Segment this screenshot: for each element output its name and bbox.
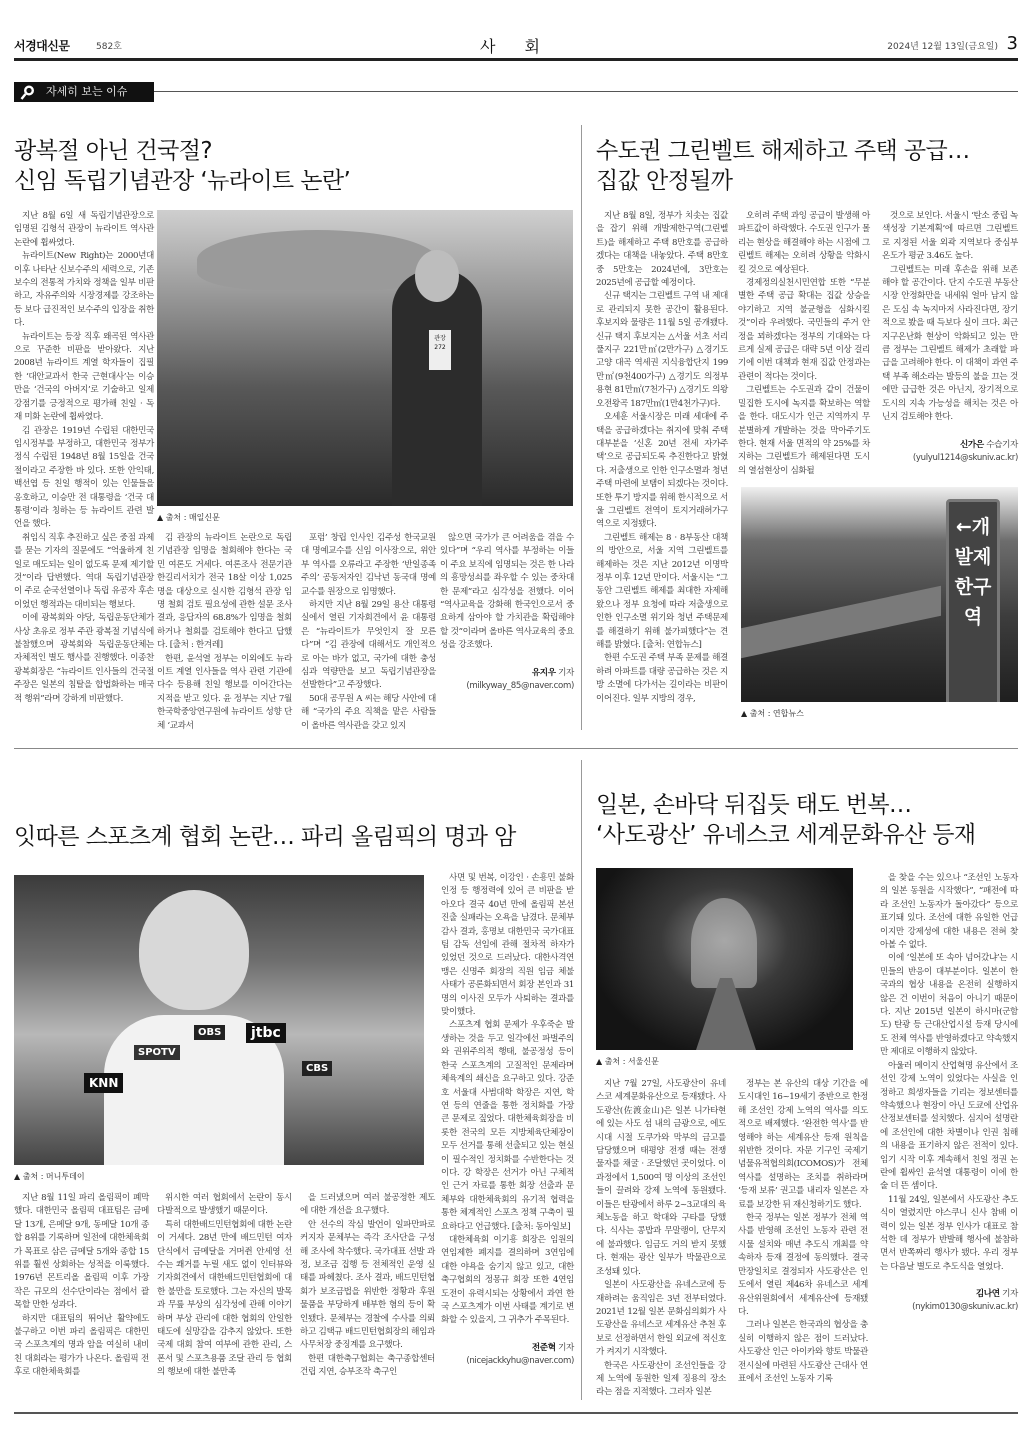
article-photo [14,875,424,1165]
byline [882,439,1018,465]
photo-backdrop [197,230,437,290]
paragraph: 오세훈 서울시장은 미래 세대에 주택을 공급하겠다는 취지에 맞춰 주택 대부분을 ‘신혼 20년 전세 자가주택’으로 공급되도록 추진한다고 밝혔다. 저출생으로 인한 인구소멸과 청년 주택 마련에 보탬이 되겠다는 것이다. 또한 투기 방지를 위해 한시적으로 서울 그린벨트 전역이 토지거래허가구역으로 지정됐다. [596,412,728,530]
reporter-email[interactable]: (nykim0130@skuniv.ac.kr) [912,1302,1018,1313]
paragraph: 한국 정부는 일본 정부가 전체 역사를 반영해 조선인 노동자 관련 전시물 설치와 매년 추도식 개최를 약속하자 등재 결정에 동의했다. 결국 만장일치로 결정되자 사도광산은 인도에서 열린 제46차 유네스코 세계유산위원회에서 세계유산에 등재됐다. [738,1213,868,1317]
row-divider [14,748,1018,749]
paragraph: 하지만 대표팀의 뛰어난 활약에도 불구하고 이번 파리 올림픽은 대한민국 스포츠계의 명과 암을 여실히 내비친 대회라는 평가가 나온다. 올림픽 전후로 대한체육회를 [14,1313,149,1378]
paragraph: 경제정의실천시민연합 또한 “무분별한 주택 공급 확대는 집값 상승을 야기하고 지역 불균형을 심화시킬 것”이라 우려했다. 국민들의 주거 안정을 꾀하겠다는 정부의 기대와는 다르게 실제 공급은 대략 5년 이상 걸리기에 이번 대책과 현재 집값 안정과는 관련이 적다는 것이다. [738,278,870,382]
section-title: 사 회 [480,37,552,56]
headline [596,136,1021,196]
reporter-email[interactable]: (milkyway_85@naver.com) [466,680,574,691]
paragraph: 하지만 지난 8월 29일 용산 대통령실에서 열린 기자회견에서 윤 대통령은 “뉴라이트가 무엇인지 잘 모른다”며 “김 관장에 대해서도 개인적으로 아는 바가 없고, 국가에 대한 충성심과 역량만을 보고 독립기념관장을 선발한다”고 주장했다. [301,600,436,691]
paragraph: 것으로 보인다. 서울시 ‘탄소 중립 녹색성장 기본계획’에 따르면 그린벨트로 지정된 서울 외곽 지역보다 중심부 온도가 평균 3.46도 높다. [882,211,1018,262]
paragraph: 사면 및 번복, 이강인 · 손흥민 불화 인정 등 행정력에 있어 큰 비판을 받아오다 결국 40년 만에 올림픽 본선 진출 실패라는 오욕을 남겼다. 문체부 감사 결과, 홍명보 대한민국 국가대표팀 감독 선임에 관해 절차적 하자가 있었던 것으로 드러났다. 대한사격연맹은 신명주 회장의 직원 임금 체불 사태가 공론화되면서 회장 본인과 31명의 이사진 모두가 사퇴하는 결과를 맞이했다. [441,873,574,1018]
article-column [14,1192,149,1380]
headline-line: 집값 안정될까 [596,168,733,194]
article-column [880,872,1018,1314]
article-column [157,1192,292,1380]
mic-label: KNN [84,1073,123,1093]
mic-label: SPOTV [134,1045,180,1060]
microphones [14,1025,424,1165]
paragraph: 김 관장의 뉴라이트 논란으로 독립기념관장 임명을 철회해야 한다는 국민 여론도 거세다. 여론조사 전문기관 한길리서치가 전국 18살 이상 1,025명을 대상으로 실시한 김형석 관장 임명 철회 검토 필요성에 관한 설문 조사 결과, 응답자의 68.8%가 임명을 철회하거나 철회를 검토해야 한다고 답했다. [출처 : 한겨레] [157,533,292,651]
headline-line: 광복절 아닌 건국절? [14,138,212,164]
article-column [14,210,154,706]
photo-caption: ▲ 출처 : 연합뉴스 [741,709,804,718]
paragraph: 한편 수도권 주택 부족 문제를 해결하려 아파트를 대량 공급하는 것은 지방 소멸에 다가서는 길이라는 비판이 이어진다. 일부 지방의 경우, [596,653,728,704]
paragraph: 50대 공무원 A 씨는 해당 사안에 대해 “국가의 주요 직책을 맡은 사람들이 올바른 역사관을 갖고 있지 [301,693,436,731]
article-column [157,532,292,733]
section-tag [14,82,154,102]
paragraph: 지난 8월 6일 새 독립기념관장으로 임명된 김형석 관장이 뉴라이트 역사관 논란에 휩싸였다. [14,211,154,248]
paragraph: 일본이 사도광산을 유네스코에 등재하려는 움직임은 3년 전부터였다. 2021년 12월 일본 문화심의회가 사도광산을 유네스코 세계유산 추천 후보로 선정하면서 한일 외교에 적신호가 켜지기 시작했다. [596,1280,726,1358]
masthead [14,34,1018,56]
article-column [301,532,436,733]
article-column [441,872,574,1368]
paragraph: 신규 택지는 그린벨트 구역 내 제대로 관리되지 못한 공간이 활용된다. 후보지와 물량은 11월 5일 공개됐다. 신규 택지 후보지는 △서울 서초 서리풀지구 221만㎡(2만가구) △경기도 고양 대곡 역세권 지식융합단지 199만㎡(9천400가구) △경기도 의정부 용현 81만㎡(7천가구) △경기도 의왕 오전왕곡 187만㎡(1만4천가구)다. [596,291,728,409]
paper-name: 서경대신문 [14,39,70,53]
mic-label: OBS [194,1025,225,1040]
paragraph: 안 선수의 작심 발언이 일파만파로 커지자 문체부는 즉각 조사단을 구성해 조사에 착수했다. 국가대표 선발 과정, 보조금 집행 등 전체적인 운영 실태를 파헤쳤다. 조사 결과, 배드민턴협회가 보조금법을 위반한 정황과 후원 물품을 부당하게 배부한 혐의 등이 확인됐다. 문체부는 경찰에 수사를 의뢰하고 김택규 배드민턴협회장의 해임과 사무처장 중징계를 요구했다. [300,1219,435,1351]
reporter-role: 기자 [558,1342,574,1353]
paragraph: 취임식 직후 추진하고 싶은 중점 과제를 묻는 기자의 질문에도 “억울하게 친일로 매도되는 일이 없도록 문제 제기할 것”이라 답변했다. 역대 독립기념관장이 주로 순국선열이나 독립 유공자 후손이었던 행적과는 대비되는 행보다. [14,532,154,610]
column-divider [581,760,582,1400]
name-plate: 관장 272 [429,330,451,370]
paragraph: 지난 8월 8일, 정부가 치솟는 집값을 잡기 위해 개발제한구역(그린벨트)을 해제하고 주택 8만호를 공급하겠다는 대책을 내놓았다. 주택 8만호 중 5만호는 2024년에, 3만호는 2025년에 공급할 예정이다. [596,211,728,289]
photo-caption: ▲ 출처 : 매일신문 [157,513,220,522]
article-photo [157,210,573,506]
headline [14,136,574,196]
photo-caption: ▲ 출처 : 서울신문 [596,1057,659,1066]
photo-caption: ▲ 출처 : 머니투데이 [14,1172,85,1181]
paragraph: 11월 24일, 일본에서 사도광산 추도식이 열렸지만 야스쿠니 신사 참배 이력이 있는 일본 정부 인사가 대표로 참석한 데 정부가 반발해 행사에 불참하면서 반쪽짜리 행사가 됐다. 우리 정부는 다음날 별도로 추도식을 열었다. [880,1194,1018,1272]
headline-line: 일본, 손바닥 뒤집듯 태도 번복… [596,792,912,818]
article-column [440,532,574,693]
headline-line: 신임 독립기념관장 ‘뉴라이트 논란’ [14,168,351,194]
headline [596,790,1021,850]
article-column [300,1192,435,1380]
reporter-email[interactable]: (nicejackkyhu@naver.com) [466,1355,574,1366]
paragraph: 않으면 국가가 큰 어려움을 겪을 수 있다”며 “우리 역사를 부정하는 이들이 주요 보직에 임명되는 것은 한 나라의 흥망성쇠를 좌우할 수 있는 중차대한 문제”라고 심각성을 전했다. 이어 “역사교육을 강화해 한국인으로서 중요하게 삼아야 할 가치관을 확립해야 할 것”이라며 올바른 역사교육의 중요성을 강조했다. [440,533,574,651]
bottom-rule [14,1412,1018,1414]
photo-figure [392,270,482,506]
paragraph: 뉴라이트(New Right)는 2000년대 이후 나타난 신보수주의 세력으로, 기존 보수의 전통적 가치와 정책을 일부 비판하고, 자유주의와 시장경제를 강조하는 등 보다 급진적인 보수주의 입장을 취한다. [14,251,154,329]
article-column [738,1078,868,1386]
reporter-name: 김나연 [975,1289,1000,1300]
article-column [882,210,1018,465]
paragraph: 그러나 일본은 한국과의 협상을 충실히 이행하지 않은 점이 드러났다. 사도광산 인근 아이카와 향토 박물관 전시실에 마련된 사도광산 근대사 연표에서 조선인 노동자 기록 [738,1320,868,1384]
masthead-rule [14,58,1018,61]
mic-label: jtbc [246,1023,286,1043]
paragraph: 이에 ‘일본에 또 속아 넘어갔냐’는 시민들의 반응이 대부분이다. 일본이 한국과의 협상 내용을 온전히 실행하지 않은 건 이번이 처음이 아니기 때문이다. 지난 2015년 일본이 하시마(군함도) 탄광 등 근대산업시설 등재 당시에도 전체 역사를 반영하겠다고 약속했지만 제대로 이행하지 않았다. [880,953,1018,1058]
photo-stone-wall [741,586,941,659]
headline-line: 수도권 그린벨트 해제하고 주택 공급… [596,138,970,164]
tunnel-light [691,898,757,988]
paragraph: 지난 8월 11일 파리 올림픽이 폐막했다. 대한민국 올림픽 대표팀은 금메달 13개, 은메달 9개, 동메달 10개 종합 8위를 기록하며 일전에 대한체육회가 목표로 삼은 금메달 5개와 종합 15위를 훨씬 상회하는 성적을 이룩했다. 1976년 몬트리올 올림픽 이후 가장 작은 규모의 선수단이라는 점에서 괄목할 만한 성과다. [14,1193,149,1311]
article-column [596,1078,726,1400]
column-divider [581,125,582,730]
reporter-name: 유지우 [531,667,556,678]
reporter-name: 전준혁 [531,1342,556,1353]
headline-line: ‘사도광산’ 유네스코 세계문화유산 등재 [596,822,976,848]
headline-line: 잇따른 스포츠계 협회 논란… 파리 올림픽의 명과 암 [14,824,516,850]
paragraph: 위시한 여러 협회에서 논란이 동시다발적으로 발생했기 때문이다. [157,1193,292,1217]
paragraph: 그린벨트 해제는 8 · 8부동산 대책의 방안으로, 서울 지역 그린벨트를 해제하는 것은 지난 2012년 이명박 정부 이후 12년 만이다. 서울시는 “그동안 그린벨트 해제를 최대한 자제해 왔으나 정부 요청에 따라 저출생으로 인한 인구소멸 위기와 청년 주택문제를 해결하기 위해 불가피했다”는 견해를 밝혔다. [출처: 연합뉴스] [596,532,728,650]
paragraph: 포럼’ 창립 인사인 김주성 한국교원대 명예교수를 신임 이사장으로, 위안부 역사를 오류라고 주장한 ‘반일종족주의’ 공동저자인 김낙년 동국대 명예교수를 원장으로 임명했다. [301,533,436,597]
article-photo [596,868,853,1050]
byline [441,1342,574,1368]
paragraph: 김 관장은 1919년 수립된 대한민국 임시정부를 부정하고, 대한민국 정부가 정식 수립된 1948년 8월 15일을 건국절이라고 주장한 바 있다. 또한 안익태, 백선엽 등 친일 행적이 있는 인물들을 옹호하고, 이승만 전 대통령을 ‘건국 대통령’이라 칭하는 등 뉴라이트 관련 발언을 했다. [14,425,154,530]
paragraph: 한편 대한축구협회는 축구종합센터 건립 지연, 승부조작 축구인 [300,1353,435,1378]
paragraph: 그린벨트는 수도권과 같이 건물이 밀집한 도시에 녹지를 확보하는 역할을 한다. 대도시가 인근 지역까지 무분별하게 개발하는 것을 막아주기도 한다. 현재 서울 면적의 약 25%를 차지하는 그린벨트가 해제된다면 도시의 열섬현상이 심화될 [738,385,870,476]
paragraph: 한편, 윤석열 정부는 이외에도 뉴라이트 계열 인사들을 역사 관련 기관에 다수 등용해 친일 행보를 이어간다는 지적을 받고 있다. 윤 정부는 지난 7월 한국학중앙연구원에 뉴라이트 성향 단체 ‘교과서 [157,653,292,731]
paragraph: 오히려 주택 과잉 공급이 발생해 아파트값이 하락했다. 수도권 인구가 몰리는 현상을 해결해야 하는 시점에 그린벨트 해제는 오히려 상황을 악화시킬 것으로 예상된다. [738,211,870,275]
issue-date: 2024년 12월 13일(금요일) [887,42,998,52]
reporter-role: 기자 [1002,1289,1018,1300]
article-photo [741,487,1018,702]
issue-number: 582호 [96,42,122,52]
paragraph: 이에 광복회와 야당, 독립운동단체가 사상 초유로 정부 주관 광복절 기념식에 불참했으며 광복회와 독립운동단체는 자체적인 별도 행사를 진행했다. 이종찬 광복회장은 “뉴라이트 인사들의 건국절 주장은 일본의 침탈을 합법화하는 매국적 행위”라며 강하게 비판했다. [14,613,154,704]
page-number: 3 [1006,33,1018,54]
reporter-role: 기자 [558,667,574,678]
paragraph: 아울러 메이지 산업혁명 유산에서 조선인 강제 노역이 있었다는 사실을 인정하고 희생자들을 기리는 정보센터를 약속했으나 현장이 아닌 도쿄에 산업유산정보센터를 설치했다. 심지어 설명란에 조선인에 대한 차별이나 인권 침해의 내용을 표기하지 않은 전적이 있다. 임기 시작 이후 계속해서 친일 정권 논란에 휩싸인 윤석열 대통령이 이에 한술 더 뜬 셈이다. [880,1060,1018,1192]
reporter-role: 수습기자 [986,439,1018,450]
paragraph: 스포츠계 협회 문제가 우후죽순 발생하는 것을 두고 일각에선 파벌주의와 권위주의적 행태, 불공정성 등이 한국 스포츠계의 고질적인 문제라며 체육계의 쇄신을 요구하고 있다. 강준호 서울대 사범대학 학장은 지연, 학연 등의 연줄을 통한 정치화를 가장 큰 문제로 짚었다. 대한체육회장을 비롯한 전국의 모든 지방체육단체장이 모두 선거를 통해 선출되고 있는 현실이 필수적인 정치화를 수반한다는 것이다. 강 학장은 선거가 아닌 구체적인 근거 자료를 통한 회장 선출과 문체부와 대한체육회의 유기적 협력을 통한 체계적인 스포츠 정책 구축이 필요하다고 언급했다. [출처: 동아일보] [441,1020,574,1232]
section-tag-label: 자세히 보는 이슈 [46,85,128,98]
photo-face [139,890,249,1010]
headline [14,822,579,852]
mic-label: CBS [302,1061,332,1076]
paragraph: 정부는 본 유산의 대상 기간을 에도시대인 16~19세기 중반으로 한정해 조선인 강제 노역의 역사를 의도적으로 배제했다. ‘완전한 역사’를 반영해야 하는 세계유산 등재 원칙을 위반한 것이다. 자문 기구인 국제기념물유적협의회(ICOMOS)가 전체 역사를 설명하는 조치를 취하라며 ‘등재 보류’ 권고를 내리자 일본은 자료를 보강한 뒤 재신청하기도 했다. [738,1079,868,1210]
reporter-name: 신가은 [959,439,984,450]
paragraph: 한국은 사도광산이 조선인들을 강제 노역에 동원한 일제 징용의 장소라는 점을 지적했다. 그러자 일본 [596,1360,726,1398]
paragraph: 지난 7월 27일, 사도광산이 유네스코 세계문화유산으로 등재됐다. 사도광산(佐渡金山)은 일본 니가타현에 있는 사도 섬 내의 금광으로, 에도시대 시절 도쿠가와 막부의 금고를 담당했으며 태평양 전쟁 때는 전쟁 물자를 채굴 · 조달했던 곳이었다. 이 과정에서 1,500여 명 이상의 조선인들이 끌려와 강제 노역에 동원됐다. 이들은 탄광에서 하루 2~3교대의 육체노동을 하고 학대와 구타를 당했다. 식사는 콩밥과 무말랭이, 단무지에 불과했다. 임금도 거의 받지 못했다. 현재는 광산 일부가 박물관으로 조성돼 있다. [596,1079,726,1277]
section-tag-rule [154,91,1018,92]
article-column [596,210,728,706]
paragraph: 뉴라이트는 등장 직후 왜곡된 역사관으로 꾸준한 비판을 받아왔다. 지난 2008년 뉴라이트 계열 학자들이 집필한 ‘대안교과서 한국 근현대사’는 이승만을 ‘건국의 아버지’로 기술하고 일제강점기를 긍정적으로 평가해 친일 · 독재 미화 논란에 휩싸였다. [14,331,154,423]
paragraph: 대한체육회 이기흥 회장은 임원의 연임제한 폐지를 결의하며 3연임에 대한 야욕을 숨기지 않고 있고, 대한축구협회의 정몽규 회장 또한 4연임 도전이 유력시되는 상황에서 과연 한국 스포츠계가 이번 사태를 계기로 변화할 수 있을지, 그 귀추가 주목된다. [441,1234,574,1326]
paragraph: 특히 대한배드민턴협회에 대한 논란이 거세다. 28년 만에 배드민턴 여자 단식에서 금메달을 거머쥔 안세영 선수는 쾌거를 누릴 새도 없이 인터뷰와 기자회견에서 대한배드민턴협회에 대한 불만을 토로했다. 그는 자신의 발목과 무릎 부상의 심각성에 관해 이야기하며 부상 관리에 대한 협회의 안일한 태도에 실망감을 감추지 않았다. 또한 국제 대회 참여 여부에 관한 관리, 스폰서 및 스포츠용품 조달 관리 등 협회의 행보에 대한 불만족 [157,1219,292,1378]
article-column [738,210,870,478]
tunnel-path [696,978,756,1050]
byline [880,1288,1018,1314]
byline [440,667,574,693]
paragraph: 그린벨트는 미래 후손을 위해 보존해야 할 공간이다. 단지 수도권 부동산 시장 안정화만을 내세워 얼마 남지 않은 도심 속 녹지마저 사라진다면, 장기적으로 봤을 때 득보다 실이 크다. 최근 지구온난화 현상이 악화되고 있는 만큼 정부는 그린벨트 해제가 초래할 파급을 고려해야 한다. 이 대책이 과연 주택 부족 해소라는 발등의 불을 끄는 것에만 급급한 것은 아닌지, 장기적으로 도시의 지속 가능성을 해치는 것은 아닌지 검토해야 한다. [882,264,1018,423]
paragraph: 을 드러냈으며 여러 불공정한 제도에 대한 개선을 요구했다. [300,1193,435,1217]
magnifier-icon [20,84,36,100]
section-tag-bar [14,82,1018,104]
photo-face [415,250,459,302]
paragraph: 을 찾을 수는 있으나 “조선인 노동자의 일본 동원을 시작했다”, “패전에 따라 조선인 노동자가 돌아갔다” 등으로 표기돼 있다. 조선에 대한 유일한 언급이지만 강제성에 대한 내용은 전혀 찾아볼 수 없다. [880,873,1018,951]
greenbelt-sign: ←개발제한구역 [946,499,1000,702]
reporter-email[interactable]: (yulyul1214@skuniv.ac.kr) [912,452,1018,463]
